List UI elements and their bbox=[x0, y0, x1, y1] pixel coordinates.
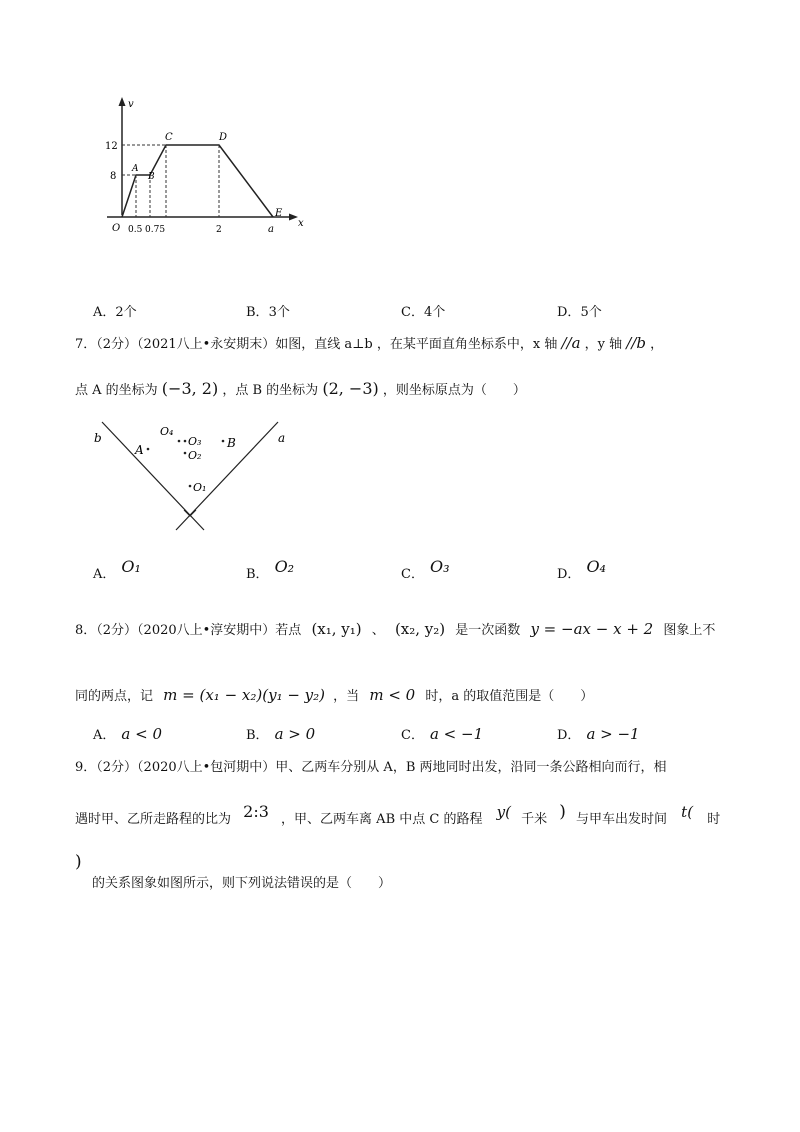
option-math: a < 0 bbox=[121, 725, 162, 743]
q8-condition: m < 0 bbox=[369, 686, 416, 704]
q9-line3-text bbox=[92, 872, 391, 891]
q7-line2 bbox=[75, 379, 526, 398]
q9-text-a: 遇时甲、乙所走路程的比为 bbox=[75, 812, 232, 827]
option-letter: C． bbox=[401, 305, 424, 320]
q6-option-c[interactable] bbox=[401, 301, 445, 320]
q8-text-end: 图象上不 bbox=[663, 623, 716, 638]
q8-option-c[interactable] bbox=[401, 724, 483, 743]
q9-text-b: ，甲、乙两车离 AB 中点 C 的路程 bbox=[281, 812, 483, 827]
q7-text-b: ，点 B 的坐标为 bbox=[222, 383, 319, 398]
option-letter: A． bbox=[93, 728, 116, 743]
q7-y-axis-text: ，y 轴 bbox=[584, 337, 623, 352]
figure-speed-graph bbox=[95, 95, 310, 245]
point-O1 bbox=[189, 485, 192, 488]
option-letter: D． bbox=[557, 305, 581, 320]
q9-line2 bbox=[75, 802, 721, 828]
q9-y-variable: y( bbox=[496, 803, 511, 821]
q8-text-c: 时，a 的取值范围是（ ） bbox=[425, 689, 594, 704]
q7-option-b[interactable] bbox=[246, 557, 295, 582]
q9-line1 bbox=[75, 756, 667, 775]
q7-comma: ， bbox=[650, 337, 664, 352]
q8-separator: 、 bbox=[371, 623, 385, 638]
option-math: a > −1 bbox=[586, 725, 640, 743]
option-letter: D． bbox=[557, 567, 581, 582]
option-letter: D． bbox=[557, 728, 581, 743]
q8-text-a: 同的两点，记 bbox=[75, 689, 154, 704]
q7-stem: 7．（2分）（2021八上•永安期末）如图，直线 a⊥b ，在某平面直角坐标系中，x 轴 bbox=[75, 337, 558, 352]
q8-line2 bbox=[75, 685, 593, 704]
q8-point2: (x₂, y₂) bbox=[394, 620, 446, 638]
option-letter: B． bbox=[246, 567, 269, 582]
point-O3 bbox=[184, 440, 187, 443]
label-O2: O₂ bbox=[188, 449, 202, 462]
q9-unit-km: 千米 bbox=[521, 812, 548, 827]
option-math: O₄ bbox=[586, 557, 606, 576]
option-math: O₂ bbox=[274, 557, 295, 576]
q7-coord-a: (−3, 2) bbox=[161, 379, 219, 398]
option-letter: C． bbox=[401, 728, 424, 743]
q6-option-a[interactable] bbox=[93, 301, 137, 320]
option-letter: C． bbox=[401, 567, 424, 582]
label-O3: O₃ bbox=[188, 435, 202, 448]
axis-label-v: v bbox=[128, 99, 134, 110]
point-B-label: B bbox=[227, 436, 236, 450]
q8-option-d[interactable] bbox=[557, 724, 640, 743]
option-text: 4个 bbox=[423, 305, 446, 320]
q9-paren-close-2: ) bbox=[75, 852, 82, 872]
q7-text-a: 点 A 的坐标为 bbox=[75, 383, 158, 398]
q7-parallel-a: //a bbox=[561, 334, 581, 352]
q8-point1: (x₁, y₁) bbox=[311, 620, 362, 638]
q8-stem: 8．（2分）（2020八上•淳安期中）若点 bbox=[75, 623, 302, 638]
point-O4 bbox=[178, 440, 181, 443]
q9-unit-hour: 时 bbox=[707, 812, 721, 827]
tick-8: 8 bbox=[110, 171, 117, 182]
axis-label-x: x bbox=[298, 218, 304, 229]
option-text: 3个 bbox=[268, 305, 290, 320]
label-a: a bbox=[278, 431, 286, 445]
q7-text-c: ，则坐标原点为（ ） bbox=[382, 383, 526, 398]
q9-t-variable: t( bbox=[681, 803, 694, 821]
figure-perpendicular-lines bbox=[88, 418, 298, 536]
q7-coord-b: (2, −3) bbox=[322, 379, 379, 398]
q8-line1 bbox=[75, 619, 715, 638]
q9-text-c: 与甲车出发时间 bbox=[576, 812, 668, 827]
graph-line bbox=[122, 145, 273, 217]
label-b: b bbox=[94, 431, 102, 445]
option-math: a > 0 bbox=[274, 725, 316, 743]
point-label-D: D bbox=[219, 132, 228, 143]
q7-parallel-b: //b bbox=[626, 334, 647, 352]
option-text: 2个 bbox=[115, 305, 137, 320]
q6-option-b[interactable] bbox=[246, 301, 290, 320]
q8-function: y = −ax − x + 2 bbox=[530, 620, 654, 638]
point-A-label: A bbox=[135, 443, 144, 457]
option-math: O₃ bbox=[429, 557, 450, 576]
q6-option-d[interactable] bbox=[557, 301, 602, 320]
option-letter: B． bbox=[246, 728, 269, 743]
option-letter: B． bbox=[246, 305, 269, 320]
option-math: a < −1 bbox=[429, 725, 484, 743]
q9-text-line3: 的关系图象如图所示，则下列说法错误的是（ ） bbox=[92, 876, 392, 891]
q9-ratio: 2:3 bbox=[243, 802, 269, 821]
label-O4: O₄ bbox=[160, 425, 174, 438]
option-text: 5个 bbox=[580, 305, 602, 320]
q8-option-a[interactable] bbox=[93, 724, 162, 743]
y-axis-arrow bbox=[119, 97, 126, 106]
q9-stem: 9．（2分）（2020八上•包河期中）甲、乙两车分别从 A，B 两地同时出发，沿同一条公路相向而行，相 bbox=[75, 760, 667, 775]
tick-12: 12 bbox=[105, 141, 118, 152]
q7-option-d[interactable] bbox=[557, 557, 606, 582]
point-label-E: E bbox=[275, 208, 283, 219]
q8-text-mid: 是一次函数 bbox=[455, 623, 521, 638]
q7-line1 bbox=[75, 333, 663, 352]
q7-option-a[interactable] bbox=[93, 557, 141, 582]
point-label-B: B bbox=[148, 172, 155, 182]
option-letter: A． bbox=[93, 567, 116, 582]
q8-option-b[interactable] bbox=[246, 724, 315, 743]
point-A bbox=[147, 448, 150, 451]
q7-option-c[interactable] bbox=[401, 557, 450, 582]
origin-label: O bbox=[112, 223, 121, 234]
q9-line3 bbox=[75, 852, 82, 878]
q8-text-b: ，当 bbox=[333, 689, 360, 704]
point-label-A: A bbox=[132, 164, 139, 174]
q9-paren-close-1: ) bbox=[559, 802, 566, 822]
point-B bbox=[222, 440, 225, 443]
point-O2 bbox=[184, 452, 187, 455]
x-axis-arrow bbox=[289, 214, 298, 221]
option-letter: A． bbox=[93, 305, 116, 320]
point-label-C: C bbox=[165, 132, 173, 143]
label-O1: O₁ bbox=[193, 481, 207, 494]
tick-05: 0.5 bbox=[128, 225, 143, 235]
tick-a: a bbox=[268, 224, 274, 235]
tick-075: 0.75 bbox=[145, 225, 166, 235]
tick-2: 2 bbox=[216, 225, 222, 235]
option-math: O₁ bbox=[121, 557, 141, 576]
q8-m-expression: m = (x₁ − x₂)(y₁ − y₂) bbox=[163, 686, 326, 704]
